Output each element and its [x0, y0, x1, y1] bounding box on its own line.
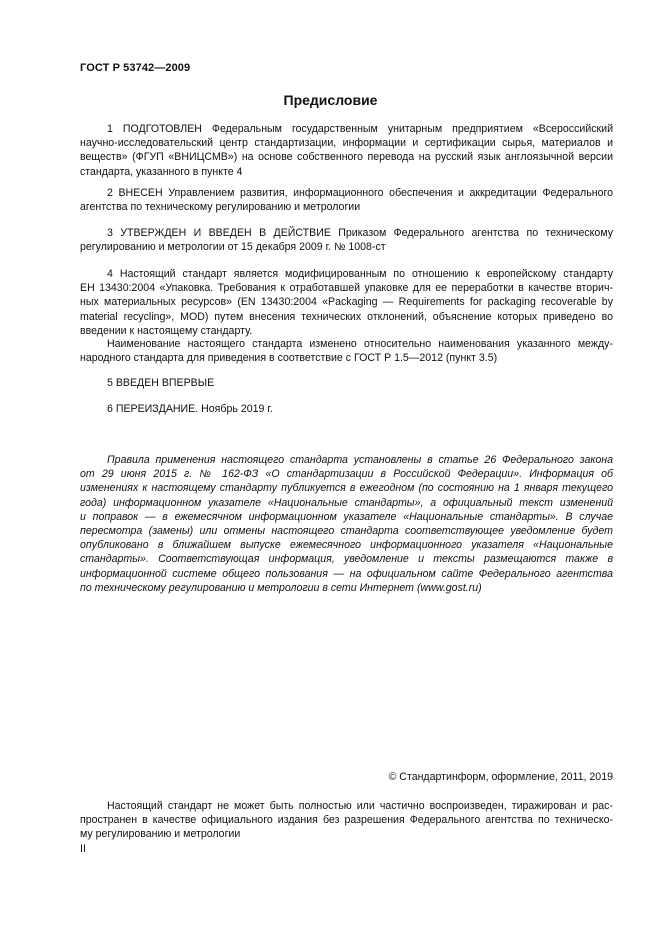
foreword-item-2	[80, 186, 613, 214]
foreword-item-6	[80, 402, 613, 416]
reproduction-notice	[80, 799, 613, 842]
text-line: 3 УТВЕРЖДЕН И ВВЕДЕН В ДЕЙСТВИЕ Приказом Федерального агентства по техническому	[107, 227, 613, 239]
text-line: пересмотра (замены) или отмены настоящего стандарта соответствующее уведомление будет	[80, 525, 613, 538]
copyright: © Стандартинформ, оформление, 2011, 2019	[388, 771, 613, 783]
text-line: от 29 июня 2015 г. № 162-ФЗ «О стандартизации в Российской Федерации». Информация об	[80, 468, 613, 481]
page-number: II	[80, 843, 86, 855]
text-line: Настоящий стандарт не может быть полностью или частично воспроизведен, тиражирован и рас-	[107, 800, 613, 812]
text-line: информационной системе общего пользования — на официальном сайте Федерального агентства	[80, 567, 613, 580]
text-line: по техническому регулированию и метрологии в сети Интернет (www.gost.ru)	[80, 581, 482, 594]
foreword-item-4-note	[80, 337, 613, 365]
text-line: и поправок — в ежемесячном информационном указателе «Национальные стандарты». В случае	[80, 510, 613, 523]
text-line: ных материальных ресурсов» (EN 13430:2004 «Packaging — Requirements for packaging recoverable by	[80, 296, 613, 309]
text-line: Наименование настоящего стандарта изменено относительно наименования указанного между-	[107, 338, 613, 350]
text-line: Правила применения настоящего стандарта установлены в статье 26 Федерального закона	[107, 454, 613, 466]
text-line: года) информационном указателе «Национальные стандарты», а официальный текст изменений	[80, 496, 613, 509]
text-line: научно-исследовательский центр стандартизации, информации и сертификации сырья, материалов и	[80, 137, 613, 150]
text-line: народного стандарта для приведения в соответствие с ГОСТ Р 1.5—2012 (пункт 3.5)	[80, 352, 498, 365]
standard-notice	[80, 453, 613, 595]
foreword-item-4	[80, 267, 613, 338]
text-line: стандарта, указанного в пункте 4	[80, 165, 243, 178]
foreword-item-3	[80, 226, 613, 254]
text-line: пространен в качестве официального издания без разрешения Федерального агентства по техническо-	[80, 814, 613, 827]
text-line: material recycling», MOD) путем внесения технических отклонений, объяснение которых приведено во	[80, 310, 613, 323]
text-line: 2 ВНЕСЕН Управлением развития, информационного обеспечения и аккредитации Федерального	[107, 187, 613, 199]
text-line: введении к настоящему стандарту.	[80, 324, 253, 337]
text-line: ЕН 13430:2004 «Упаковка. Требования к отработавшей упаковке для ее переработки в качестве вторич-	[80, 282, 613, 295]
foreword-item-1	[80, 122, 613, 179]
page-title: Предисловие	[283, 92, 378, 108]
text-line: 4 Настоящий стандарт является модифицированным по отношению к европейскому стандарту	[107, 268, 613, 280]
text-line: стандарты». Соответствующая информация, уведомление и тексты размещаются также в	[80, 553, 613, 566]
text-line: опубликовано в ближайшем выпуске ежемесячного информационного указателя «Национальные	[80, 539, 613, 552]
standard-code: ГОСТ Р 53742—2009	[80, 62, 191, 74]
text-line: 1 ПОДГОТОВЛЕН Федеральным государственным унитарным предприятием «Всероссийский	[107, 123, 613, 135]
text-line: регулированию и метрологии от 15 декабря 2009 г. № 1008-ст	[80, 241, 386, 254]
text-line: 6 ПЕРЕИЗДАНИЕ. Ноябрь 2019 г.	[107, 403, 273, 415]
text-line: му регулированию и метрологии	[80, 828, 241, 841]
text-line: веществ» (ФГУП «ВНИЦСМВ») на основе собственного перевода на русский язык англоязычной версии	[80, 151, 613, 164]
text-line: 5 ВВЕДЕН ВПЕРВЫЕ	[107, 377, 215, 389]
text-line: агентства по техническому регулированию и метрологии	[80, 201, 361, 214]
text-line: изменениях к настоящему стандарту публикуется в ежегодном (по состоянию на 1 января текущего	[80, 482, 613, 495]
foreword-item-5	[80, 376, 613, 390]
